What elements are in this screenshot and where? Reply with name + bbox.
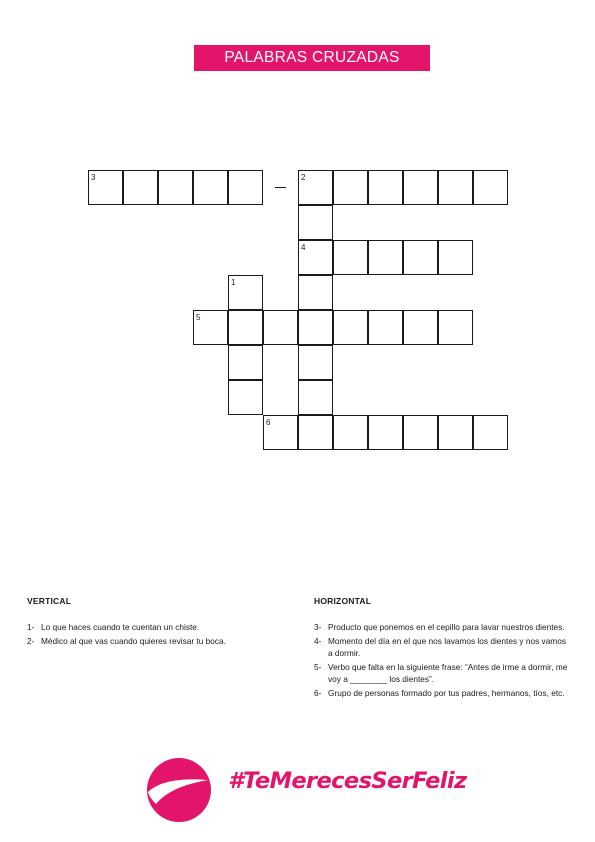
crossword-cell[interactable]	[298, 205, 333, 240]
crossword-cell[interactable]	[263, 310, 298, 345]
page-title: PALABRAS CRUZADAS	[194, 45, 430, 71]
crossword-cell[interactable]	[228, 380, 263, 415]
horizontal-clues	[314, 621, 572, 700]
vertical-clue-1	[27, 621, 272, 633]
crossword-cell[interactable]	[298, 275, 333, 310]
crossword-cell[interactable]	[298, 380, 333, 415]
crossword-cell[interactable]	[228, 345, 263, 380]
clue-text: Médico al que vas cuando quieres revisar tu boca.	[41, 635, 226, 646]
crossword-cell[interactable]	[403, 415, 438, 450]
clue-index: 1-	[27, 622, 35, 632]
crossword-cell[interactable]	[368, 310, 403, 345]
vertical-clue-2	[27, 635, 272, 647]
hyphen-mark	[275, 187, 286, 188]
crossword-cell[interactable]	[298, 415, 333, 450]
horizontal-clue-3	[314, 621, 572, 633]
clue-text: Producto que ponemos en el cepillo para lavar nuestros dientes.	[328, 622, 565, 632]
clue-index: 4-	[314, 635, 322, 646]
crossword-cell[interactable]	[368, 415, 403, 450]
horizontal-heading: HORIZONTAL	[314, 596, 372, 606]
crossword-cell[interactable]	[193, 170, 228, 205]
crossword-cell[interactable]	[473, 415, 508, 450]
crossword-cell[interactable]	[368, 170, 403, 205]
clue-number-1: 1	[231, 278, 236, 287]
clue-index: 5-	[314, 661, 322, 672]
clue-text: Verbo que falta en la siguiente frase: “Antes de irme a dormir, me voy a ________ los dientes”.	[328, 661, 568, 684]
crossword-cell[interactable]	[438, 415, 473, 450]
horizontal-clue-5	[314, 661, 572, 685]
crossword-cell[interactable]	[333, 170, 368, 205]
crossword-cell[interactable]	[333, 415, 368, 450]
vertical-heading: VERTICAL	[27, 596, 72, 606]
crossword-cell[interactable]	[403, 240, 438, 275]
crossword-cell[interactable]	[298, 310, 333, 345]
crossword-cell[interactable]	[438, 170, 473, 205]
crossword-cell[interactable]	[333, 310, 368, 345]
clue-number-4: 4	[301, 243, 306, 252]
swoosh-circle-logo-icon	[146, 757, 212, 823]
crossword-cell[interactable]	[403, 170, 438, 205]
clue-number-3: 3	[91, 173, 96, 182]
crossword-cell[interactable]	[368, 240, 403, 275]
clue-index: 6-	[314, 687, 322, 698]
crossword-cell[interactable]	[473, 170, 508, 205]
vertical-clues	[27, 621, 272, 648]
crossword-cell[interactable]	[333, 240, 368, 275]
clue-number-6: 6	[266, 418, 271, 427]
crossword-cell[interactable]	[438, 240, 473, 275]
crossword-cell[interactable]	[298, 345, 333, 380]
clue-number-2: 2	[301, 173, 306, 182]
crossword-cell[interactable]	[158, 170, 193, 205]
clue-index: 3-	[314, 622, 322, 632]
clue-text: Lo que haces cuando te cuentan un chiste.	[41, 622, 200, 632]
hashtag-slogan: #TeMerecesSerFeliz	[228, 768, 467, 794]
crossword-cell[interactable]	[403, 310, 438, 345]
clue-text: Grupo de personas formado por tus padres, hermanos, tíos, etc.	[328, 687, 565, 698]
crossword-cell[interactable]	[228, 310, 263, 345]
crossword-cell[interactable]	[228, 170, 263, 205]
crossword-cell[interactable]	[438, 310, 473, 345]
horizontal-clue-4	[314, 635, 572, 659]
clue-text: Momento del día en el que nos lavamos los dientes y nos vamos a dormir.	[328, 635, 566, 658]
horizontal-clue-6	[314, 687, 572, 699]
clue-index: 2-	[27, 635, 35, 646]
clue-number-5: 5	[196, 313, 201, 322]
crossword-cell[interactable]	[123, 170, 158, 205]
